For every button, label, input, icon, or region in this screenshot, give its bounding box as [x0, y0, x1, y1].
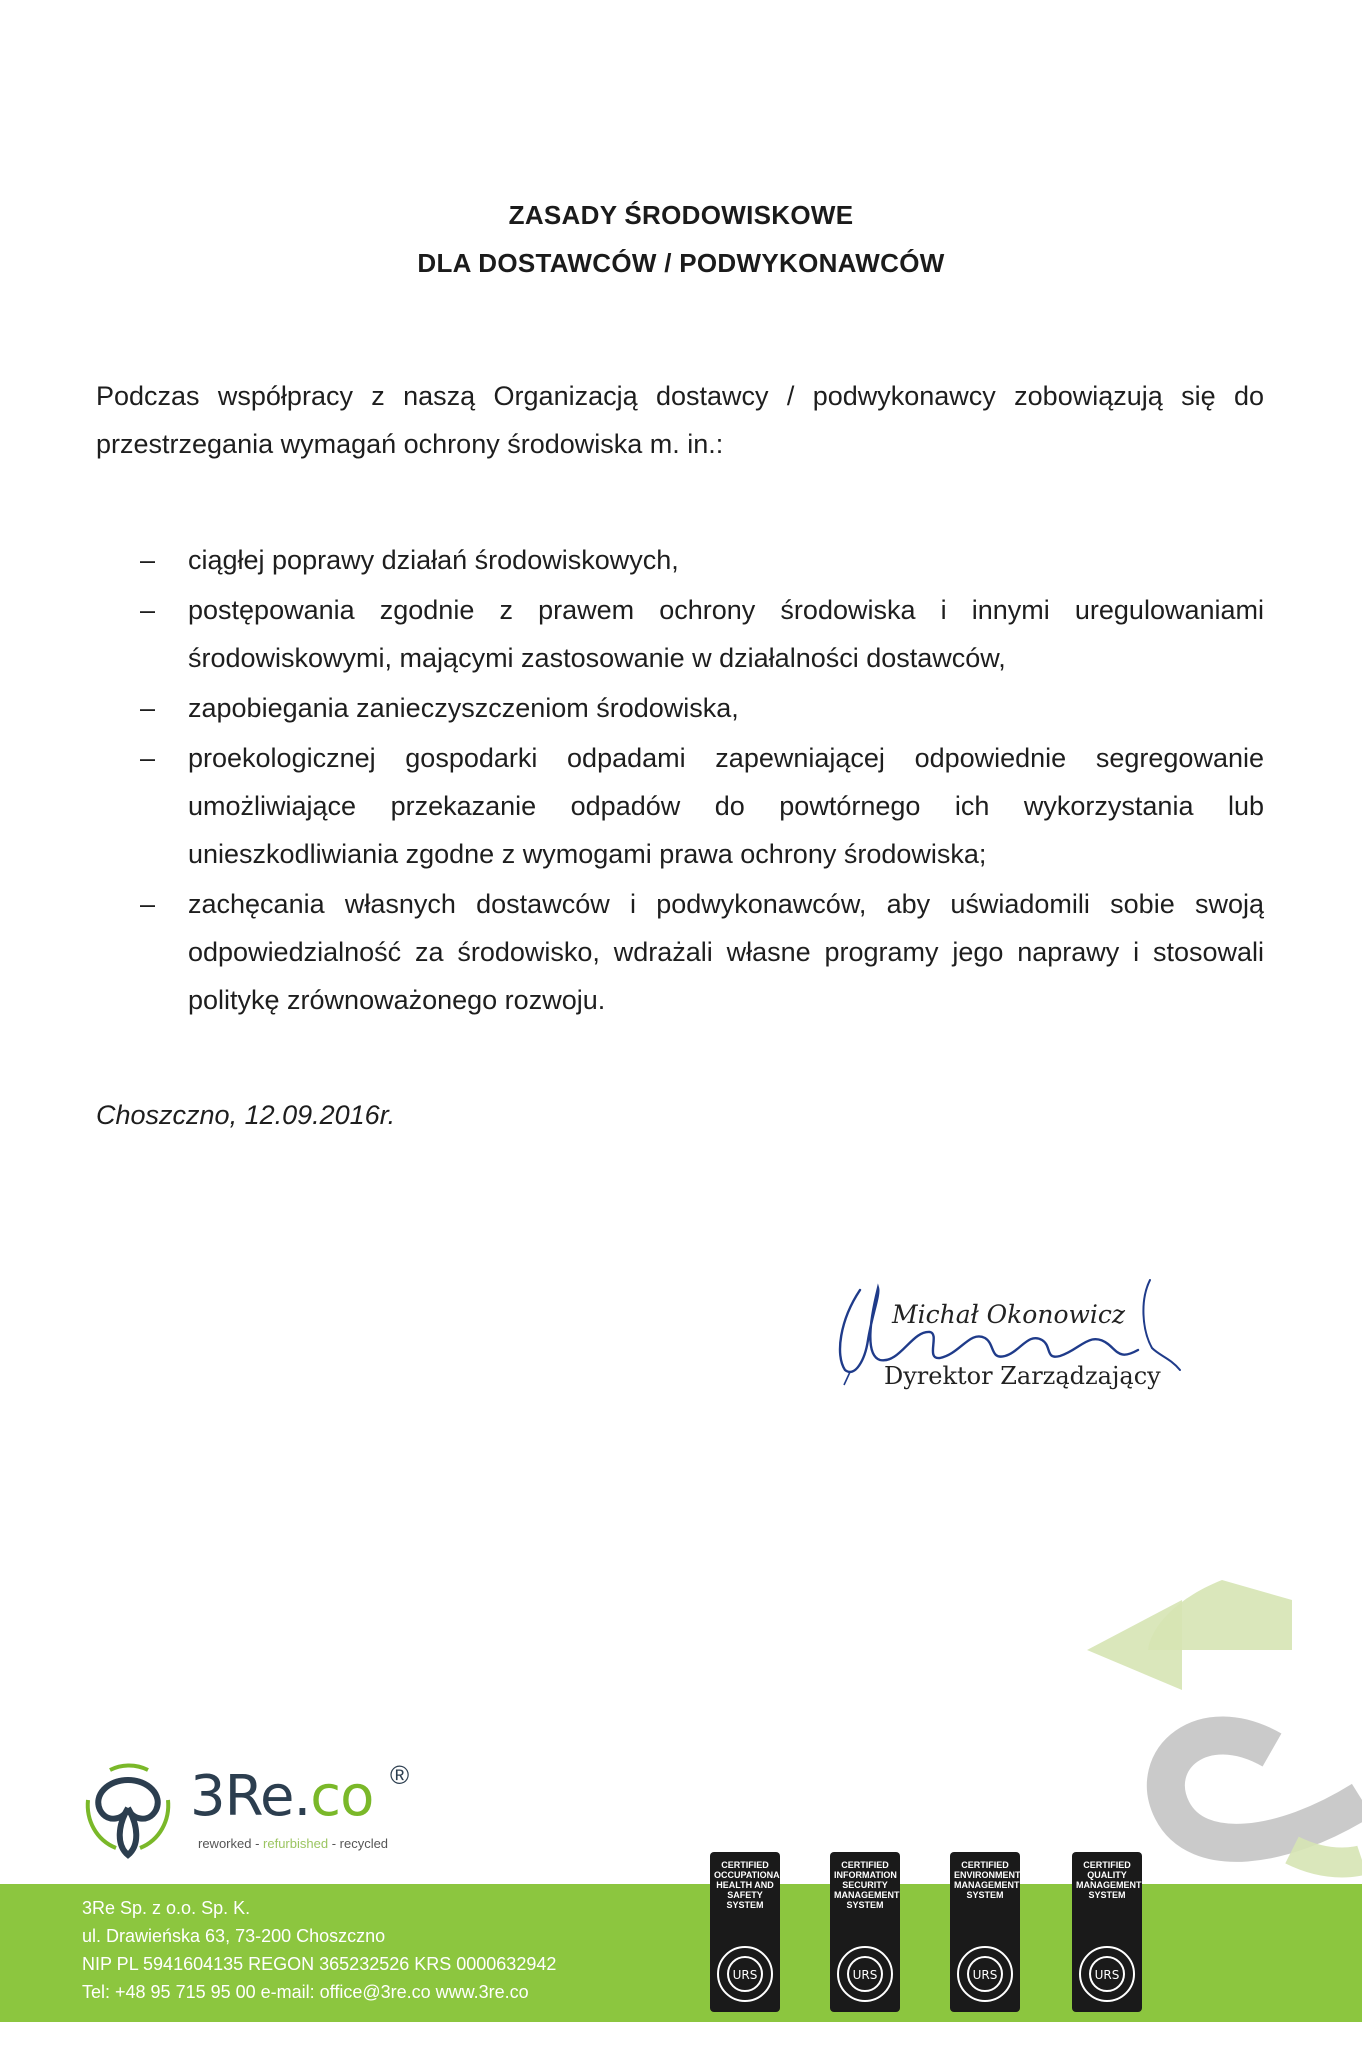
list-item	[0, 536, 1362, 584]
list-dash: –	[140, 743, 156, 773]
list-dash: –	[140, 595, 156, 625]
requirements-list	[0, 536, 1362, 1026]
place-and-date: Choszczno, 12.09.2016r.	[96, 1100, 396, 1130]
registry-numbers: NIP PL 5941604135 REGON 365232526 KRS 0000632942	[82, 1954, 557, 1974]
company-name: 3Re Sp. z o.o. Sp. K.	[82, 1898, 251, 1918]
list-item-text: ciągłej poprawy działań środowiskowych,	[188, 545, 679, 575]
list-item-text: zapobiegania zanieczyszczeniom środowiska,	[188, 693, 739, 723]
signatory-role: Dyrektor Zarządzający	[884, 1362, 1161, 1390]
certificate-badge	[710, 1852, 786, 2012]
footer-bar	[0, 1860, 1362, 2022]
certificate-badge	[950, 1852, 1032, 2012]
list-item	[0, 880, 1362, 1024]
signatory-name: Michał Okonowicz	[892, 1300, 1126, 1329]
list-item-text: zachęcania własnych dostawców i podwykonawców, aby uświadomili sobie swoją odpowiedzialność za środowisko, wdrażali własne programy jego naprawy i stosowali politykę zrównoważonego rozwoju.	[188, 889, 1264, 1015]
company-logo	[78, 1760, 438, 1880]
intro-paragraph: Podczas współpracy z naszą Organizacją dostawcy / podwykonawcy zobowiązują się do przestrzegania wymagań ochrony środowiska m. in.:	[96, 381, 1264, 459]
certification-seal-icon	[835, 1944, 895, 2004]
seal-text: URS	[1094, 1968, 1120, 1982]
contact-info: Tel: +48 95 715 95 00 e-mail: office@3re.co www.3re.co	[82, 1982, 529, 2002]
brand-tagline: reworked - refurbished - recycled	[198, 1836, 389, 1851]
document-title-line-1: ZASADY ŚRODOWISKOWE	[508, 200, 854, 230]
seal-text: URS	[852, 1968, 878, 1982]
list-dash: –	[140, 889, 156, 919]
decorative-recycle-graphic	[1032, 1560, 1362, 1890]
document-title-line-2: DLA DOSTAWCÓW / PODWYKONAWCÓW	[417, 248, 945, 278]
registered-mark: ®	[390, 1760, 410, 1790]
certification-seal-icon	[1077, 1944, 1137, 2004]
list-item	[0, 586, 1362, 682]
certificate-label: CERTIFIED INFORMATION SECURITY MANAGEMENT SYSTEM	[834, 1860, 900, 1910]
certificate-badge	[1072, 1852, 1142, 2012]
brand-name: 3Re.co	[190, 1764, 374, 1829]
company-address-block	[82, 1894, 556, 2006]
signature-block	[820, 1260, 1240, 1410]
certification-seal-icon	[715, 1944, 775, 2004]
list-item-text: proekologicznej gospodarki odpadami zapewniającej odpowiednie segregowanie umożliwiające przekazanie odpadów do powtórnego ich wykorzystania lub unieszkodliwiania zgodne z wymogami prawa ochrony środowiska;	[188, 743, 1264, 869]
certificate-label: CERTIFIED QUALITY MANAGEMENT SYSTEM	[1076, 1860, 1142, 1900]
certificate-label: CERTIFIED OCCUPATIONAL HEALTH AND SAFETY SYSTEM	[714, 1860, 786, 1910]
list-item-text: postępowania zgodnie z prawem ochrony środowiska i innymi uregulowaniami środowiskowymi, mającymi zastosowanie w działalności dostawców,	[188, 595, 1264, 673]
seal-text: URS	[972, 1968, 998, 1982]
recycle-logo-icon	[78, 1760, 178, 1870]
certificate-badge	[830, 1852, 900, 2012]
list-item	[0, 684, 1362, 732]
list-item	[0, 734, 1362, 878]
list-dash: –	[140, 545, 156, 575]
seal-text: URS	[732, 1968, 758, 1982]
list-dash: –	[140, 693, 156, 723]
certification-seal-icon	[955, 1944, 1015, 2004]
street-address: ul. Drawieńska 63, 73-200 Choszczno	[82, 1926, 386, 1946]
certificate-label: CERTIFIED ENVIRONMENTAL MANAGEMENT SYSTEM	[954, 1860, 1032, 1900]
